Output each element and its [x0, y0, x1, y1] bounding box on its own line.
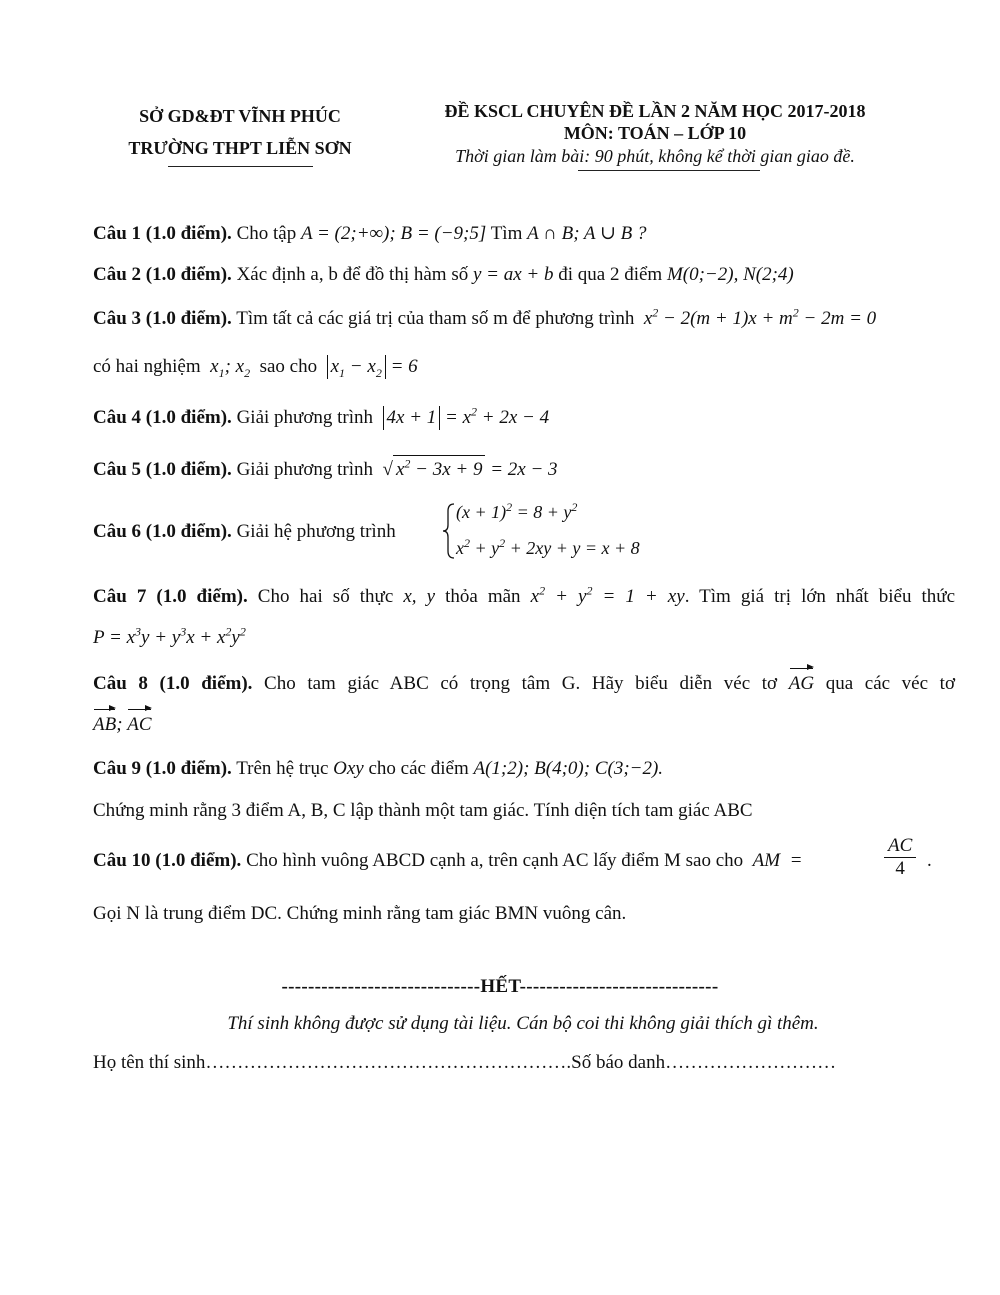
time-note-rule: [578, 170, 760, 171]
q2-label: Câu 2 (1.0 điểm).: [93, 264, 232, 285]
q5-equation: √ $x^2 - 3x + 9 = 2x - 3$: [378, 459, 558, 480]
question-3: [93, 305, 955, 333]
q7-vars: x, y: [403, 586, 436, 607]
header-rule: [168, 166, 313, 167]
question-7: [93, 583, 955, 611]
q9-line2: Chứng minh rằng 3 điểm A, B, C lập thành một tam giác. Tính diện tích tam giác ABC: [93, 800, 753, 821]
q7-condition: $x^2 + y^2 = 1$ + xy: [530, 583, 685, 607]
q3-equation: $x^2 - 2(m + 1)x + m^2 - 2m = 0$: [639, 305, 877, 329]
q10-frac-den: 4: [895, 858, 905, 879]
q9-points: A(1;2); B(4;0); C(3;−2).: [473, 758, 664, 779]
q4-label: Câu 4 (1.0 điểm).: [93, 407, 232, 428]
system-brace: [442, 503, 456, 559]
q3-label: Câu 3 (1.0 điểm).: [93, 308, 232, 329]
school-name: TRƯỜNG THPT LIỄN SƠN: [128, 138, 352, 158]
q7-tail: . Tìm giá trị lớn nhất biểu thức: [684, 586, 956, 607]
q2-math: y = ax + b: [472, 264, 554, 285]
q10-am: AM =: [747, 850, 803, 871]
q7-expression: $P = x^3y + y^3x + x^2y^2$: [93, 624, 246, 648]
q7-label: Câu 7 (1.0 điểm).: [93, 586, 248, 607]
q9-axis: Oxy: [333, 758, 364, 779]
q10-fraction: [884, 835, 916, 880]
q3-roots: $x_1$; $x_2$: [205, 356, 251, 380]
question-1: [93, 220, 955, 248]
q6-label: Câu 6 (1.0 điểm).: [93, 521, 232, 542]
q3-line2-mid: sao cho: [259, 356, 318, 377]
question-3-line2: [93, 353, 955, 381]
q9-text: Trên hệ trục: [236, 758, 329, 779]
q5-text: Giải phương trình: [236, 459, 374, 480]
q6-equation-1: $(x + 1)^2 = 8 + y^2$: [456, 500, 578, 522]
q8-label: Câu 8 (1.0 điểm).: [93, 673, 253, 694]
q8-text: Cho tam giác ABC có trọng tâm G. Hãy biểu diễn véc tơ: [264, 673, 778, 694]
exam-subject: MÔN: TOÁN – LỚP 10: [563, 123, 747, 143]
q8-vectors: AB; AC: [93, 711, 955, 739]
vector-ag: AG: [789, 670, 814, 698]
q10-frac-num: AC: [884, 835, 916, 858]
q1-tail: Tìm: [490, 223, 523, 244]
exam-title: ĐỀ KSCL CHUYÊN ĐỀ LẦN 2 NĂM HỌC 2017-2018: [444, 101, 866, 121]
q2-tail: đi qua 2 điểm: [558, 264, 663, 285]
q1-label: Câu 1 (1.0 điểm).: [93, 223, 232, 244]
exam-time-note: Thời gian làm bài: 90 phút, không kể thời gian giao đề.: [455, 146, 855, 166]
end-mark: ------------------------------HẾT------------------------------: [281, 976, 719, 997]
exam-note: Thí sinh không được sử dụng tài liệu. Cán bộ coi thi không giải thích gì thêm.: [227, 1013, 819, 1034]
q3-text: Tìm tất cả các giá trị của tham số m để phương trình: [236, 308, 635, 329]
q7-mid: thỏa mãn: [445, 586, 521, 607]
q10-line2: Gọi N là trung điểm DC. Chứng minh rằng tam giác BMN vuông cân.: [93, 903, 627, 924]
q4-text: Giải phương trình: [236, 407, 374, 428]
dept-name: SỞ GD&ĐT VĨNH PHÚC: [139, 106, 341, 126]
q4-equation: $4x + 1 = x^2 + 2x - 4$: [378, 407, 549, 428]
q5-label: Câu 5 (1.0 điểm).: [93, 459, 232, 480]
q3-condition: $x_1 - x_2 = 6$: [322, 356, 418, 377]
q7-text: Cho hai số thực: [257, 586, 394, 607]
question-9: [93, 755, 955, 783]
q3-line2-text: có hai nghiệm: [93, 356, 201, 377]
question-2: [93, 261, 955, 289]
q6-text: Giải hệ phương trình: [236, 521, 396, 542]
question-10: [93, 847, 955, 875]
header-right: [400, 100, 910, 168]
q1-text: Cho tập: [236, 223, 297, 244]
q1-math: A = (2;+∞); B = (−9;5]: [300, 223, 487, 244]
question-4: [93, 404, 955, 432]
q10-label: Câu 10 (1.0 điểm).: [93, 850, 242, 871]
question-8: [93, 670, 955, 698]
header-left: [95, 100, 385, 167]
candidate-line: Họ tên thí sinh………………………………………………….Số báo danh………………………: [93, 1052, 837, 1073]
q1-math2: A ∩ B; A ∪ B ?: [527, 223, 647, 244]
q9-label: Câu 9 (1.0 điểm).: [93, 758, 232, 779]
q9-mid: cho các điểm: [368, 758, 469, 779]
question-5: [93, 455, 955, 484]
q2-text: Xác định a, b để đồ thị hàm số: [236, 264, 469, 285]
q8-tail: qua các véc tơ: [825, 673, 955, 694]
q6-equation-2: $x^2 + y^2 + 2xy + y = x + 8$: [456, 536, 640, 558]
q10-text: Cho hình vuông ABCD cạnh a, trên cạnh AC lấy điểm M sao cho: [246, 850, 744, 871]
q2-math2: M(0;−2), N(2;4): [666, 264, 794, 285]
q10-period: .: [927, 850, 932, 871]
